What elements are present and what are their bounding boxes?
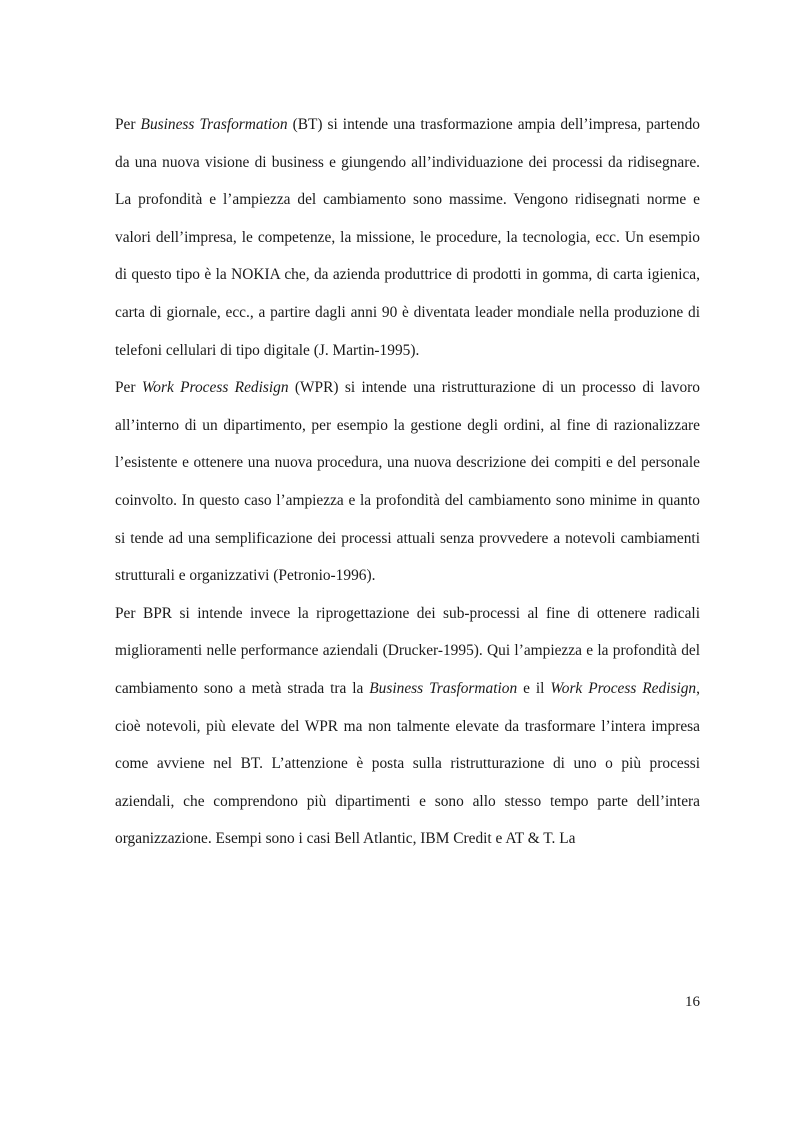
italic-term: Work Process Redisign	[550, 679, 697, 697]
italic-term: Business Trasformation	[140, 116, 288, 133]
text-run: (BT) si intende una trasformazione ampia dell’impresa, partendo da una nuova visione di business e giungendo all’individuazione dei processi da ridisegnare. La profondità e l’ampiezza del cambiamento sono massime. Vengono ridisegnati norme e valori dell’impresa, le competenze, la missione, le procedure, la tecnologia, ecc. Un esempio di questo tipo è la NOKIA che, da azienda produttrice di prodotti in gomma, di carta igienica, carta di giornale, ecc., a partire dagli anni 90 è diventata leader mondiale nella produzione di telefoni cellulari di tipo digitale (J. Martin-1995).	[115, 116, 700, 359]
italic-term: Work Process Redisign	[141, 379, 289, 397]
paragraph-bpr	[115, 595, 700, 858]
body-text	[115, 106, 700, 858]
text-run: e il	[517, 679, 551, 697]
italic-term: Business Trasformation	[369, 679, 518, 697]
text-run: Per	[115, 116, 141, 133]
text-run: Per BPR si intende invece la riprogettazione dei sub-processi al fine di ottenere radicali miglioramenti nelle performance aziendali (Drucker-1995). Qui l’ampiezza e la profondità del cambiamento sono a metà strada tra la	[115, 604, 700, 697]
page-number: 16	[685, 994, 700, 1010]
paragraph-work-process-redesign	[115, 369, 700, 595]
text-run: Per	[115, 379, 142, 397]
text-run: , cioè notevoli, più elevate del WPR ma non talmente elevate da trasformare l’intera impresa come avviene nel BT. L’attenzione è posta sulla ristrutturazione di uno o più processi aziendali, che comprendono più dipartimenti e sono allo stesso tempo parte dell’intera organizzazione. Esempi sono i casi Bell Atlantic, IBM Credit e AT & T. La	[115, 679, 700, 848]
paragraph-business-transformation	[115, 106, 700, 369]
text-run: (WPR) si intende una ristrutturazione di un processo di lavoro all’interno di un dipartimento, per esempio la gestione degli ordini, al fine di razionalizzare l’esistente e ottenere una nuova procedura, una nuova descrizione dei compiti e del personale coinvolto. In questo caso l’ampiezza e la profondità del cambiamento sono minime in quanto si tende ad una semplificazione dei processi attuali senza provvedere a notevoli cambiamenti strutturali e organizzativi (Petronio-1996).	[115, 379, 700, 585]
